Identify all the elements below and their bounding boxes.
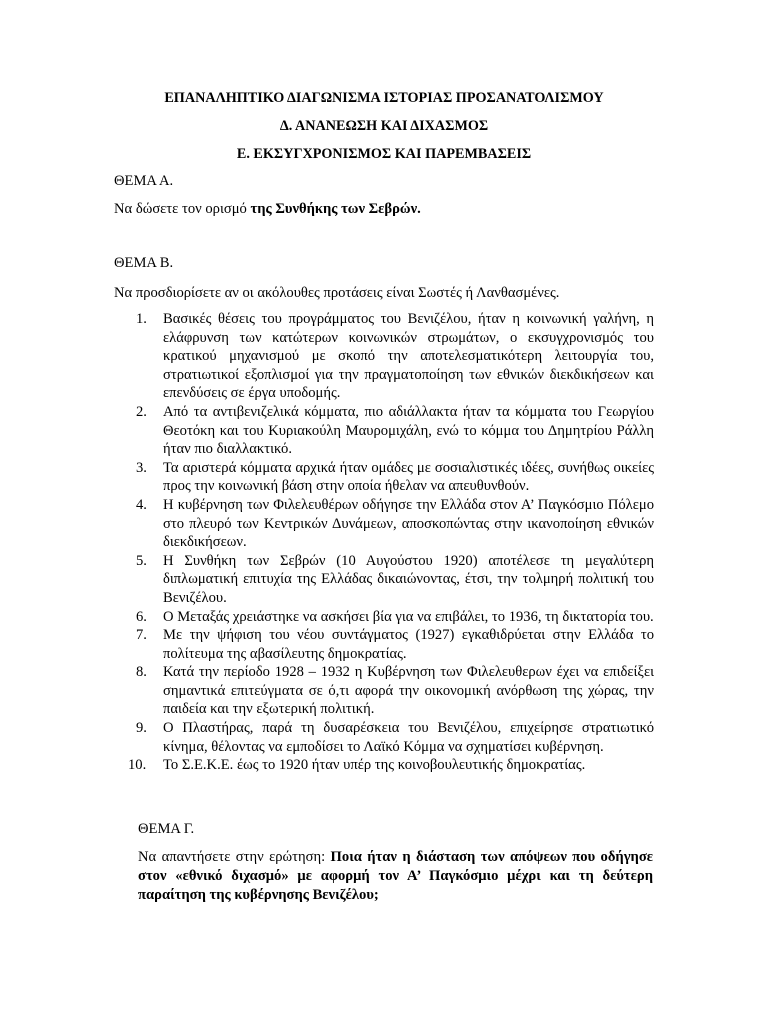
section-c-label: ΘΕΜΑ Γ.	[138, 821, 195, 837]
list-item-number: 10.	[128, 757, 147, 774]
list-item	[114, 719, 654, 756]
list-item	[114, 756, 654, 775]
section-c-prompt-text: Να απαντήσετε στην ερώτηση:	[138, 849, 331, 865]
section-a-prompt-term: της Συνθήκης των Σεβρών.	[250, 201, 421, 217]
list-item-text: Τα αριστερά κόμματα αρχικά ήταν ομάδες με σοσιαλιστικές ιδέες, συνήθως οικείες προς την κοινωνική βάση στην οποία ήθελαν να απευθυνθούν.	[163, 459, 654, 495]
list-item-text: Από τα αντιβενιζελικά κόμματα, πιο αδιάλλακτα ήταν τα κόμματα του Γεωργίου Θεοτόκη και του Κυριακούλη Μαυρομιχάλη, ενώ το κόμμα του Δημητρίου Ράλλη ήταν πιο διαλλακτικό.	[163, 403, 654, 458]
section-a-prompt	[114, 200, 654, 219]
section-b-label: ΘΕΜΑ Β.	[114, 255, 174, 271]
list-item-number: 2.	[136, 403, 147, 420]
statement-list	[114, 310, 654, 775]
list-item	[114, 663, 654, 719]
list-item	[114, 496, 654, 552]
list-item	[114, 310, 654, 403]
list-item	[114, 626, 654, 663]
list-item-number: 1.	[136, 311, 147, 327]
list-item	[114, 552, 654, 608]
list-item-number: 6.	[136, 608, 147, 625]
list-item	[114, 403, 654, 459]
list-item-number: 5.	[136, 552, 147, 569]
list-item-number: 7.	[136, 627, 147, 644]
section-c-question	[138, 848, 653, 905]
list-item-text: Η Συνθήκη των Σεβρών (10 Αυγούστου 1920) αποτέλεσε τη μεγαλύτερη διπλωματική επιτυχία της Ελλάδας δικαιώνοντας, έτσι, την τολμηρή πολιτική του Βενιζέλου.	[163, 552, 654, 606]
section-a-prompt-text: Να δώσετε τον ορισμό	[114, 201, 251, 217]
list-item-text: Ο Μεταξάς χρειάστηκε να ασκήσει βία για να επιβάλει, το 1936, τη δικτατορία του.	[163, 608, 654, 625]
exam-subtitle-unit-e: Ε. ΕΚΣΥΓΧΡΟΝΙΣΜΟΣ ΚΑΙ ΠΑΡΕΜΒΑΣΕΙΣ	[236, 146, 532, 162]
list-item-number: 4.	[136, 496, 147, 513]
list-item-number: 9.	[136, 720, 147, 737]
list-item-text: Το Σ.Ε.Κ.Ε. έως το 1920 ήταν υπέρ της κοινοβουλευτικής δημοκρατίας.	[163, 757, 586, 774]
section-c-question-text: Ποια ήταν η διάσταση των απόψεων που οδήγησε στον «εθνικό διχασμό» με αφορμή τον Α’ Παγκόσμιο μέχρι και τη δεύτερη παραίτηση της κυβέρνησης Βενιζέλου;	[138, 849, 653, 903]
list-item-text: Ο Πλαστήρας, παρά τη δυσαρέσκεια του Βενιζέλου, επιχείρησε στρατιωτικό κίνημα, θέλοντας να εμποδίσει το Λαϊκό Κόμμα να σχηματίσει κυβέρνηση.	[163, 720, 654, 755]
list-item-text: Βασικές θέσεις του προγράμματος του Βενιζέλου, ήταν η κοινωνική γαλήνη, η ελάφρυνση των κατώτερων κοινωνικών στρωμάτων, ο εκσυγχρονισμός του κρατικού μηχανισμού με σκοπό την αποτελεσματικότερη λειτουργία του, στρατιωτικοί εξοπλισμοί για την πραγματοποίηση των εθνικών διεκδικήσεων και επενδύσεις σε έργα υποδομής.	[163, 311, 654, 402]
list-item-number: 8.	[136, 664, 147, 681]
section-b-instruction: Να προσδιορίσετε αν οι ακόλουθες προτάσεις είναι Σωστές ή Λανθασμένες.	[114, 285, 560, 301]
list-item-text: Κατά την περίοδο 1928 – 1932 η Κυβέρνηση των Φιλελευθερων έχει να επιδείξει σημαντικά επιτεύγματα σε ό,τι αφορά την οικονομική ανόρθωση της χώρας, την παιδεία και την εξωτερική πολιτική.	[163, 664, 654, 718]
list-item-text: Η κυβέρνηση των Φιλελευθέρων οδήγησε την Ελλάδα στον Α’ Παγκόσμιο Πόλεμο στο πλευρό των Κεντρικών Δυνάμεων, αποσκοπώντας στην ικανοποίηση εθνικών διεκδικήσεων.	[163, 496, 654, 551]
list-item	[114, 459, 654, 496]
list-item-number: 3.	[136, 459, 147, 476]
exam-subtitle-unit-d: Δ. ΑΝΑΝΕΩΣΗ ΚΑΙ ΔΙΧΑΣΜΟΣ	[279, 118, 489, 134]
list-item-text: Με την ψήφιση του νέου συντάγματος (1927) εγκαθιδρύεται στην Ελλάδα το πολίτευμα της αβασίλευτης δημοκρατίας.	[163, 627, 654, 662]
section-a-label: ΘΕΜΑ Α.	[114, 173, 174, 189]
exam-title: ΕΠΑΝΑΛΗΠΤΙΚΟ ΔΙΑΓΩΝΙΣΜΑ ΙΣΤΟΡΙΑΣ ΠΡΟΣΑΝΑΤΟΛΙΣΜΟΥ	[164, 90, 604, 106]
list-item	[114, 608, 654, 627]
